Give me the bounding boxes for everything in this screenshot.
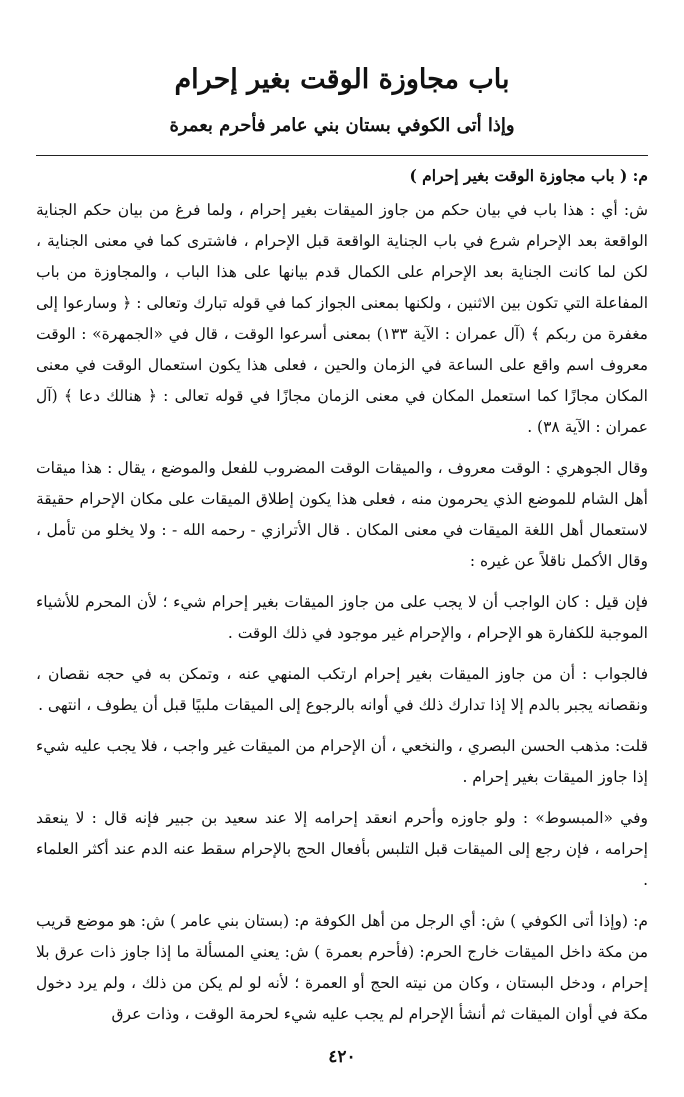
chapter-subtitle: وإذا أتى الكوفي بستان بني عامر فأحرم بعمرة [169, 115, 515, 136]
paragraph-explanation: ش: أي : هذا باب في بيان حكم من جاوز الميقات بغير إحرام ، ولما فرغ من بيان حكم الجناية الواقعة بعد الإحرام شرع في باب الجناية الواقعة قبل الإحرام ، فاشترى كما في معنى الجناية ، لكن لما كانت الجناية بعد الإحرام على الكمال قدم بيانها على هذا الباب ، والمجاوزة من باب المفاعلة التي تكون بين الاثنين ، ولكنها بمعنى الجواز كما في قوله تبارك وتعالى : ﴿ وسارعوا إلى مغفرة من ربكم ﴾ (آل عمران : الآية ١٣٣) بمعنى أسرعوا الوقت ، قال في «الجمهرة» : الوقت معروف اسم واقع على الساعة في الزمان والحين ، فعلى هذا يكون استعمال الوقت في معنى المكان مجازًا كما استعمل المكان في معنى الزمان مجازًا في قوله تعالى : ﴿ هنالك دعا ﴾ (آل عمران : الآية ٣٨) . [36, 201, 648, 436]
paragraph-objection: فإن قيل : كان الواجب أن لا يجب على من جاوز الميقات بغير إحرام شيء ؛ لأن المحرم للأشياء الموجبة للكفارة هو الإحرام ، والإحرام غير موجود في ذلك الوقت . [36, 593, 648, 642]
paragraph-answer: فالجواب : أن من جاوز الميقات بغير إحرام ارتكب المنهي عنه ، وتمكن به في حجه نقصان ، ونقصانه يجبر بالدم إلا إذا تدارك ذلك في أوانه بالرجوع إلى الميقات ملبيًا قبل أن يطوف ، انتهى . [36, 665, 648, 714]
paragraph-kufi: م: (وإذا أتى الكوفي ) ش: أي الرجل من أهل الكوفة م: (بستان بني عامر ) ش: هو موضع قريب من مكة داخل الميقات خارج الحرم: (فأحرم بعمرة ) ش: يعني المسألة ما إذا جاوز ذات عرق بلا إحرام ، ودخل البستان ، وكان من نيته الحج أو العمرة ؛ لأنه لو لم يكن من ذلك ، ولم يرد دخول مكة في أوان الميقات ثم أنشأ الإحرام لم يجب عليه شيء لحرمة الوقت ، وذات عرق [36, 912, 648, 1023]
paragraph-mabsut: وفي «المبسوط» : ولو جاوزه وأحرم انعقد إحرامه إلا عند سعيد بن جبير فإنه قال : لا ينعقد إحرامه ، فإن رجع إلى الميقات قبل التلبس بأفعال الحج بالإحرام سقط عنه الدم عند أكثر العلماء . [36, 809, 648, 889]
paragraph-hasan-basri: قلت: مذهب الحسن البصري ، والنخعي ، أن الإحرام من الميقات غير واجب ، فلا يجب عليه شيء إذا جاوز الميقات بغير إحرام . [36, 737, 648, 786]
body-text [36, 160, 648, 1030]
page-number: ٤٢٠ [328, 1047, 356, 1067]
chapter-title: باب مجاوزة الوقت بغير إحرام [174, 64, 510, 95]
matn-heading: م: ( باب مجاوزة الوقت بغير إحرام ) [409, 166, 648, 185]
paragraph-jawhari: وقال الجوهري : الوقت معروف ، والميقات الوقت المضروب للفعل والموضع ، يقال : هذا ميقات أهل الشام للموضع الذي يحرمون منه ، فعلى هذا يكون إطلاق الميقات على مكان الإحرام حقيقة لاستعمال أهل اللغة الميقات في معنى المكان . قال الأترازي - رحمه الله - : ولا يخلو من تأمل ، وقال الأكمل ناقلاً عن غيره : [36, 459, 648, 570]
header-divider [36, 155, 648, 156]
